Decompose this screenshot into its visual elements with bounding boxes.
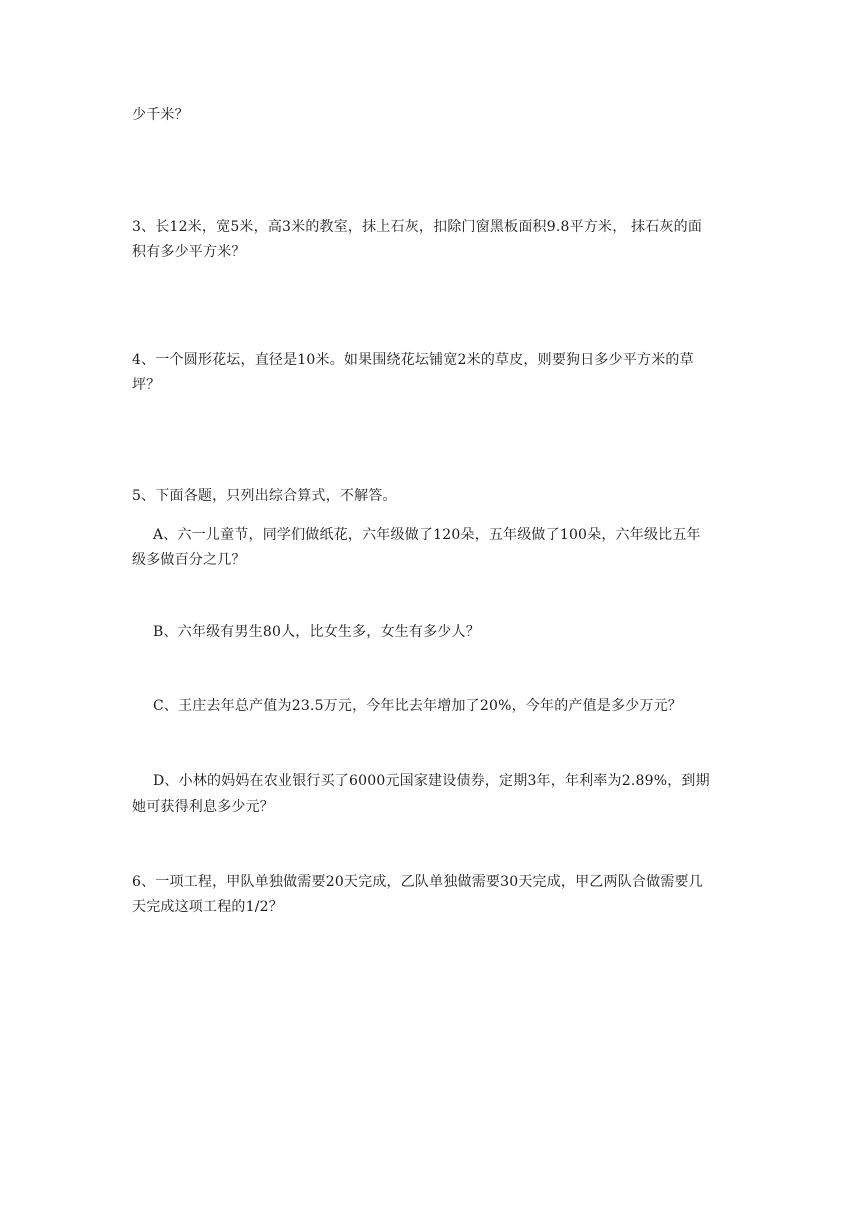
- question-6-line-1: 6、一项工程，甲队单独做需要20天完成，乙队单独做需要30天完成，甲乙两队合做需要几: [132, 874, 703, 890]
- question-5d-line-2: 她可获得利息多少元？: [132, 799, 274, 815]
- question-5a-line-2: 级多做百分之几？: [132, 552, 246, 568]
- question-6-line-2: 天完成这项工程的1/2？: [132, 899, 283, 915]
- question-5c: C、王庄去年总产值为23.5万元，今年比去年增加了20%，今年的产值是多少万元？: [153, 698, 682, 714]
- question-3-line-2: 积有多少平方米？: [132, 244, 246, 260]
- question-5a-line-1: A、六一儿童节，同学们做纸花，六年级做了120朵，五年级做了100朵，六年级比五年: [153, 527, 701, 543]
- question-4-line-1: 4、一个圆形花坛，直径是10米。如果围绕花坛铺宽2米的草皮，则要狗日多少平方米的草: [132, 352, 694, 368]
- question-3-line-1: 3、长12米，宽5米，高3米的教室，抹上石灰，扣除门窗黑板面积9.8平方米， 抹石灰的面: [132, 219, 703, 235]
- continuation-text: 少千米？: [132, 107, 189, 123]
- question-5b: B、六年级有男生80人，比女生多，女生有多少人？: [153, 624, 480, 640]
- question-4-line-2: 坪？: [132, 377, 161, 393]
- question-5-intro: 5、下面各题，只列出综合算式，不解答。: [132, 488, 397, 504]
- question-5d-line-1: D、小林的妈妈在农业银行买了6000元国家建设债券，定期3年，年利率为2.89%，到期: [153, 773, 710, 789]
